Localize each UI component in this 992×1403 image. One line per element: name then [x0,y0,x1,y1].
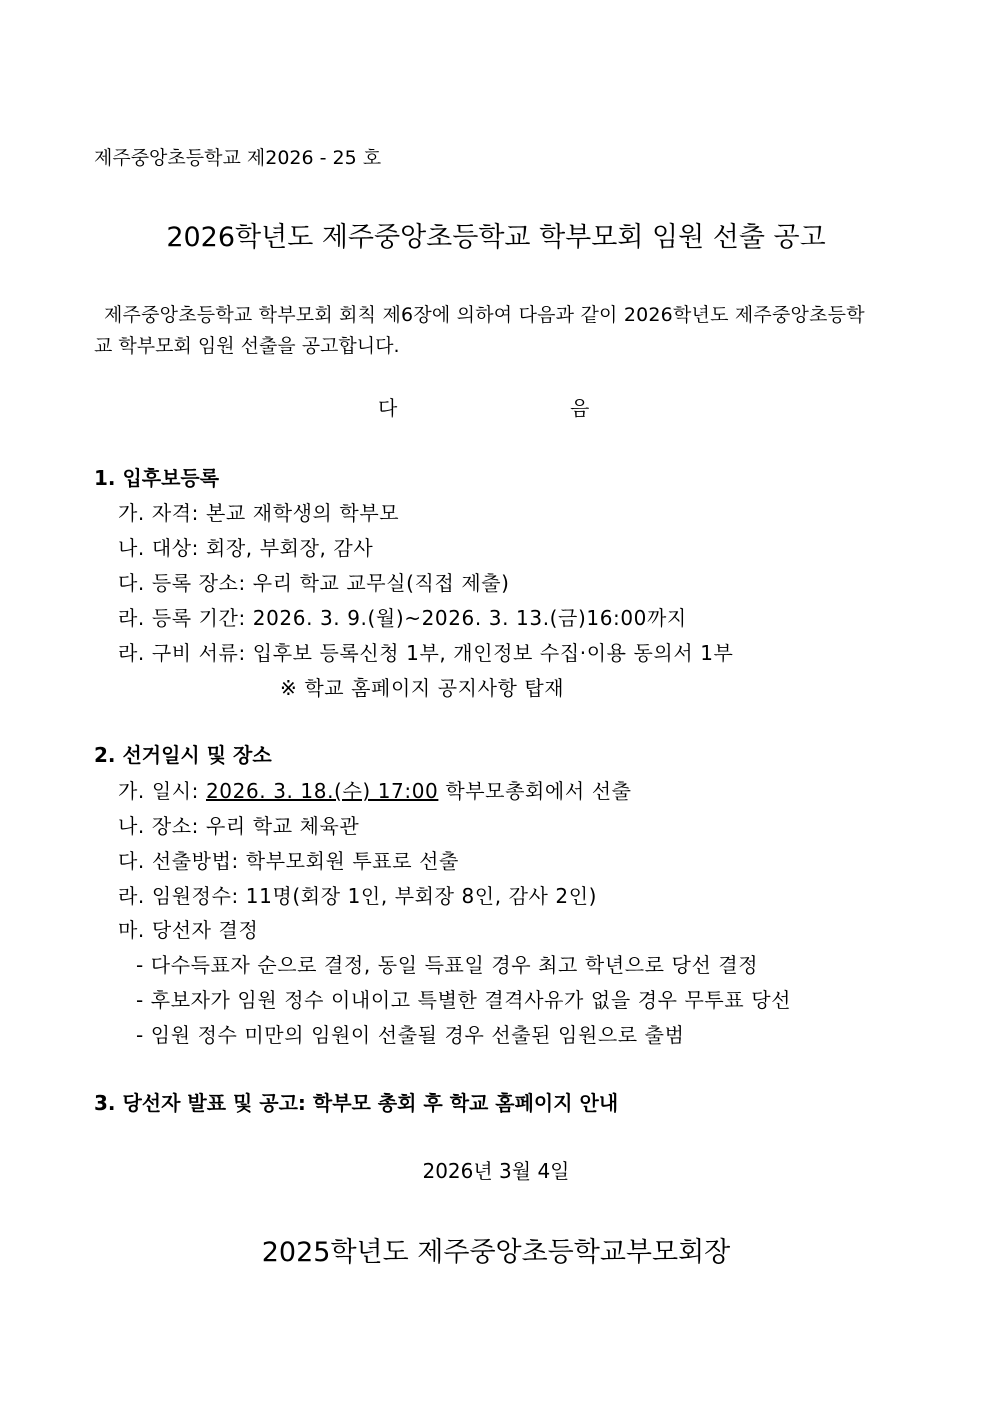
section-1-note: ※ 학교 홈페이지 공지사항 탑재 [280,676,565,700]
heading-eum: 음 [570,396,590,420]
intro-paragraph [94,300,904,362]
intro-line-2: 교 학부모회 임원 선출을 공고합니다. [94,335,400,357]
announcement-date: 2026년 3월 4일 [422,1159,570,1183]
section-1-item: 다. 등록 장소: 우리 학교 교무실(직접 제출) [118,571,510,595]
section-2-item: 나. 장소: 우리 학교 체육관 [118,814,360,838]
section-2-item: 다. 선출방법: 학부모회원 투표로 선출 [118,849,459,873]
intro-line-1: 제주중앙초등학교 학부모회 회칙 제6장에 의하여 다음과 같이 2026학년도 제주중앙초등학 [104,304,865,326]
document-number: 제주중앙초등학교 제2026 - 25 호 [94,147,382,169]
election-datetime: 2026. 3. 18.(수) 17:00 [205,779,439,803]
section-2-item: 마. 당선자 결정 [118,918,259,942]
section-1-item: 라. 구비 서류: 입후보 등록신청 1부, 개인정보 수집·이용 동의서 1부 [118,641,734,665]
document-title: 2026학년도 제주중앙초등학교 학부모회 임원 선출 공고 [166,222,826,253]
section-2-title: 2. 선거일시 및 장소 [94,743,272,767]
section-1-item: 라. 등록 기간: 2026. 3. 9.(월)~2026. 3. 13.(금)16:00까지 [118,606,687,630]
datetime-prefix: 가. 일시: [118,779,206,803]
election-rule: - 임원 정수 미만의 임원이 선출될 경우 선출된 임원으로 출범 [136,1023,685,1047]
signature-line: 2025학년도 제주중앙초등학교부모회장 [261,1237,731,1268]
section-3-title: 3. 당선자 발표 및 공고: 학부모 총회 후 학교 홈페이지 안내 [94,1091,619,1115]
election-rule: - 후보자가 임원 정수 이내이고 특별한 결격사유가 없을 경우 무투표 당선 [136,988,792,1012]
section-1-item: 나. 대상: 회장, 부회장, 감사 [118,536,374,560]
election-rule: - 다수득표자 순으로 결정, 동일 득표일 경우 최고 학년으로 당선 결정 [136,953,759,977]
section-2-item-datetime [118,775,632,804]
section-2-item: 라. 임원정수: 11명(회장 1인, 부회장 8인, 감사 2인) [118,884,598,908]
section-1-title: 1. 입후보등록 [94,466,220,490]
heading-da: 다 [378,396,398,420]
datetime-suffix: 학부모총회에서 선출 [438,779,632,803]
section-1-item: 가. 자격: 본교 재학생의 학부모 [118,501,400,525]
